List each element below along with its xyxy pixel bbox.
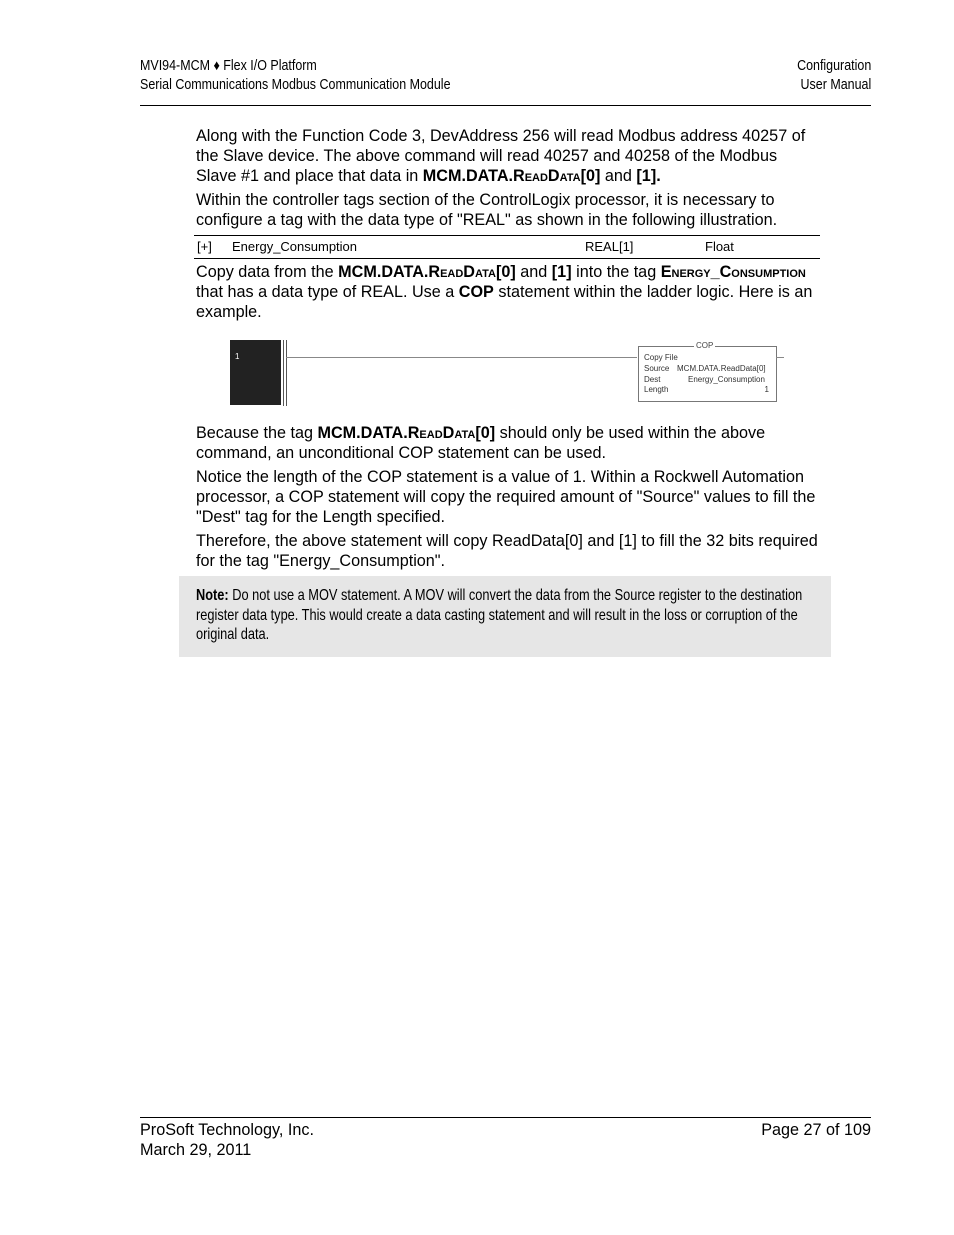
tag-name: Energy_Consumption: [232, 239, 358, 254]
paragraph-function-code: Along with the Function Code 3, DevAddress 256 will read Modbus address 40257 of the Slave device. The above command will read 40257 and 40258 of the Modbus Slave #1 and place that data in MCM.DATA.ReadData[0] and [1].: [196, 127, 806, 185]
footer-page-number: Page 27 of 109: [761, 1121, 871, 1139]
rung-number-box: [230, 340, 281, 405]
header-doc-type: User Manual: [800, 77, 871, 93]
paragraph-unconditional: Because the tag MCM.DATA.ReadData[0] should only be used within the above command, an unconditional COP statement can be used.: [196, 424, 766, 462]
footer-date: March 29, 2011: [140, 1140, 252, 1159]
cop-title: Copy File: [644, 353, 678, 362]
cop-length-label: Length: [644, 385, 669, 394]
header-module: Serial Communications Modbus Communication Module: [140, 77, 451, 93]
paragraph-controller-tags: Within the controller tags section of the ControlLogix processor, it is necessary to configure a tag with the data type of "REAL" as shown in the following illustration.: [196, 191, 778, 229]
rung-wire: [286, 357, 637, 358]
paragraph-therefore: Therefore, the above statement will copy ReadData[0] and [1] to fill the 32 bits required for the tag "Energy_Consumption".: [196, 532, 818, 570]
note-box: [179, 576, 831, 657]
paragraph-copy-data: Copy data from the MCM.DATA.ReadData[0] and [1] into the tag Energy_Consumption that has a data type of REAL. Use a COP statement within the ladder logic. Here is an example.: [196, 263, 813, 321]
rung-wire-output: [776, 357, 784, 358]
header-product: MVI94-MCM ♦ Flex I/O Platform: [140, 58, 317, 74]
cop-dest-label: Dest: [644, 375, 661, 384]
expand-toggle: [+]: [197, 239, 212, 254]
tag-definition-row: [194, 235, 820, 259]
note-label: Note:: [196, 587, 229, 604]
cop-length-value: 1: [764, 385, 769, 394]
cop-dest-value: Energy_Consumption: [688, 375, 765, 384]
rung-number: 1: [235, 352, 240, 361]
footer-company: ProSoft Technology, Inc.: [140, 1121, 314, 1139]
left-power-rail: [283, 340, 287, 406]
page-header: [140, 57, 871, 106]
tag-data-type: REAL[1]: [585, 239, 634, 254]
tag-style: Float: [705, 239, 734, 254]
paragraph-cop-length: Notice the length of the COP statement is a value of 1. Within a Rockwell Automation processor, a COP statement will copy the required amount of "Source" values to fill the "Dest" tag for the Length specified.: [196, 468, 816, 526]
note-text: Do not use a MOV statement. A MOV will convert the data from the Source register to the destination register data type. This would create a data casting statement and will result in the loss or corruption of the original data.: [196, 587, 803, 644]
ladder-logic-diagram: [230, 340, 790, 406]
header-section: Configuration: [796, 58, 871, 74]
cop-source-label: Source: [644, 364, 670, 373]
cop-source-value: MCM.DATA.ReadData[0]: [677, 364, 766, 373]
cop-instruction-block: [638, 341, 777, 402]
page-footer: [140, 1117, 871, 1159]
cop-instruction-name: COP: [696, 341, 714, 350]
